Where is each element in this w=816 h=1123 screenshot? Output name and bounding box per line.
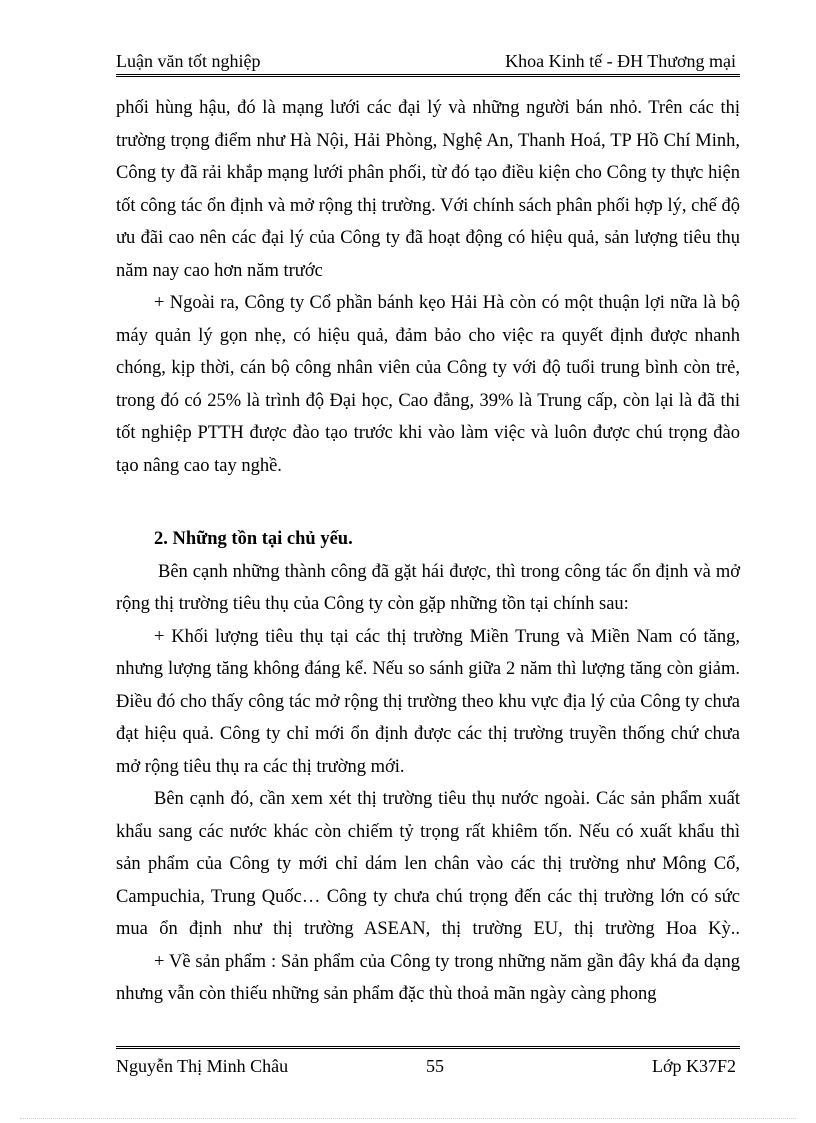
page-footer (116, 1046, 740, 1089)
paragraph-sales-volume: + Khối lượng tiêu thụ tại các thị trường Miền Trung và Miền Nam có tăng, nhưng lượng tăng không đáng kể. Nếu so sánh giữa 2 năm thì lượng tăng còn giảm. Điều đó cho thấy công tác mở rộng thị trường theo khu vực địa lý của Công ty chưa đạt hiệu quả. Công ty chỉ mới ổn định được các thị trường truyền thống chứ chưa mở rộng tiêu thụ ra các thị trường mới. (116, 626, 740, 777)
page-bottom-divider (20, 1118, 796, 1119)
paragraph-foreign-market: Bên cạnh đó, cần xem xét thị trường tiêu thụ nước ngoài. Các sản phẩm xuất khẩu sang các nước khác còn chiếm tỷ trọng rất khiêm tốn. Nếu có xuất khẩu thì sản phẩm của Công ty mới chỉ dám len chân vào các thị trường như Mông Cổ, Campuchia, Trung Quốc… Công ty chưa chú trọng đến các thị trường lớn có sức mua ổn định như thị trường ASEAN, thị trường EU, thị trường Hoa Kỳ.. (116, 789, 740, 939)
footer-page-number: 55 (426, 1056, 444, 1076)
paragraph-products: + Về sản phẩm : Sản phẩm của Công ty trong những năm gần đây khá đa dạng nhưng vẫn còn thiếu những sản phẩm đặc thù thoả mãn ngày càng phong (116, 951, 740, 1004)
paragraph-advantages: + Ngoài ra, Công ty Cổ phần bánh kẹo Hải Hà còn có một thuận lợi nữa là bộ máy quản lý gọn nhẹ, có hiệu quả, đảm bảo cho việc ra quyết định được nhanh chóng, kịp thời, cán bộ công nhân viên của Công ty với độ tuổi trung bình còn trẻ, trong đó có 25% là trình độ Đại học, Cao đẳng, 39% là Trung cấp, còn lại là đã thi tốt nghiệp PTTH được đào tạo trước khi vào làm việc và luôn được chú trọng đào tạo nâng cao tay nghề. (116, 293, 740, 476)
paragraph-intro-shortcomings: Bên cạnh những thành công đã gặt hái được, thì trong công tác ổn định và mở rộng thị trường tiêu thụ của Công ty còn gặp những tồn tại chính sau: (116, 561, 740, 614)
header-thesis-label: Luận văn tốt nghiệp (116, 51, 261, 71)
page-content (116, 92, 740, 1011)
header-faculty-label: Khoa Kinh tế - ĐH Thương mại (505, 51, 736, 71)
page-header (116, 46, 740, 77)
paragraph-distribution: phối hùng hậu, đó là mạng lưới các đại lý và những người bán nhỏ. Trên các thị trường trọng điểm như Hà Nội, Hải Phòng, Nghệ An, Thanh Hoá, TP Hồ Chí Minh, Công ty đã rải khắp mạng lưới phân phối, từ đó tạo điều kiện cho Công ty thực hiện tốt công tác ổn định và mở rộng thị trường. Với chính sách phân phối hợp lý, chế độ ưu đãi cao nên các đại lý của Công ty đã hoạt động có hiệu quả, sản lượng tiêu thụ năm nay cao hơn năm trước (116, 98, 740, 281)
footer-author: Nguyễn Thị Minh Châu (116, 1056, 289, 1076)
footer-class: Lớp K37F2 (651, 1056, 736, 1076)
section-heading: 2. Những tồn tại chủ yếu. (154, 529, 353, 549)
